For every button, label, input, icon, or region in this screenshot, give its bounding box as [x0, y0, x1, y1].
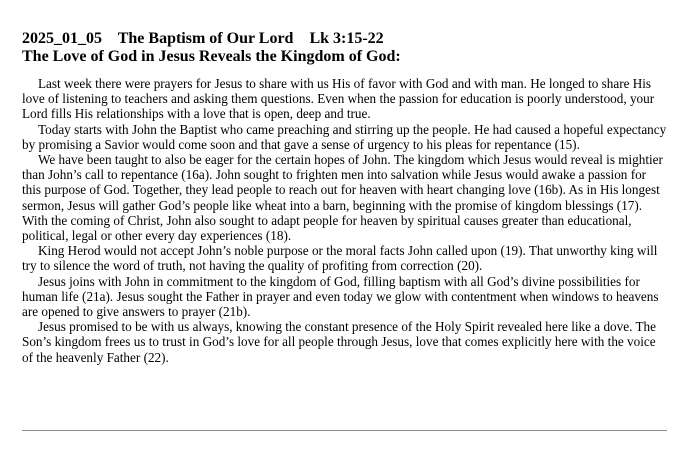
sermon-subtitle: The Love of God in Jesus Reveals the Kingdom of God:	[22, 48, 401, 65]
heading-line	[22, 30, 667, 48]
paragraph-5: Jesus joins with John in commitment to the kingdom of God, filling baptism with all God’s divine possibilities for human life (21a). Jesus sought the Father in prayer and even today we glow with contentment when windows to heavens are opened to give answers to prayer (21b).	[22, 273, 659, 320]
sermon-title: The Baptism of Our Lord	[117, 30, 294, 47]
scripture-reference: Lk 3:15-22	[309, 30, 384, 47]
paragraph-3: We have been taught to also be eager for the certain hopes of John. The kingdom which Jesus would reveal is mightier than John’s call to repentance (16a). John sought to frighten men into salvation while Jesus would awake a passion for this purpose of God. Together, they lead people to reach out for heaven with heart changing love (16b). As in His longest sermon, Jesus will gather God’s people like wheat into a barn, beginning with the promise of kingdom blessings (17). With the coming of Christ, John also sought to adapt people for heaven by spiritual causes greater than educational, political, legal or other every day experiences (18).	[22, 152, 663, 244]
sermon-date: 2025_01_05	[22, 30, 102, 47]
bottom-divider	[22, 430, 667, 431]
paragraph-6: Jesus promised to be with us always, knowing the constant presence of the Holy Spirit revealed here like a dove. The Son’s kingdom frees us to trust in God’s love for all people through Jesus, love that comes explicitly here with the voice of the heavenly Father (22).	[22, 319, 656, 365]
paragraph-4: King Herod would not accept John’s noble purpose or the moral facts John called upon (19). That unworthy king will try to silence the word of truth, not having the quality of profiting from correction (20).	[22, 243, 658, 274]
paragraph-2: Today starts with John the Baptist who came preaching and stirring up the people. He had caused a hopeful expectancy by promising a Savior would come soon and that gave a sense of urgency to his pleas for repentance (15).	[22, 121, 667, 152]
paragraph-1: Last week there were prayers for Jesus to share with us His of favor with God and with man. He longed to share His love of listening to teachers and asking them questions. Even when the passion for education is poorly understood, your Lord fills His relationships with a love that is open, deep and true.	[22, 76, 655, 122]
sermon-body	[22, 76, 667, 365]
